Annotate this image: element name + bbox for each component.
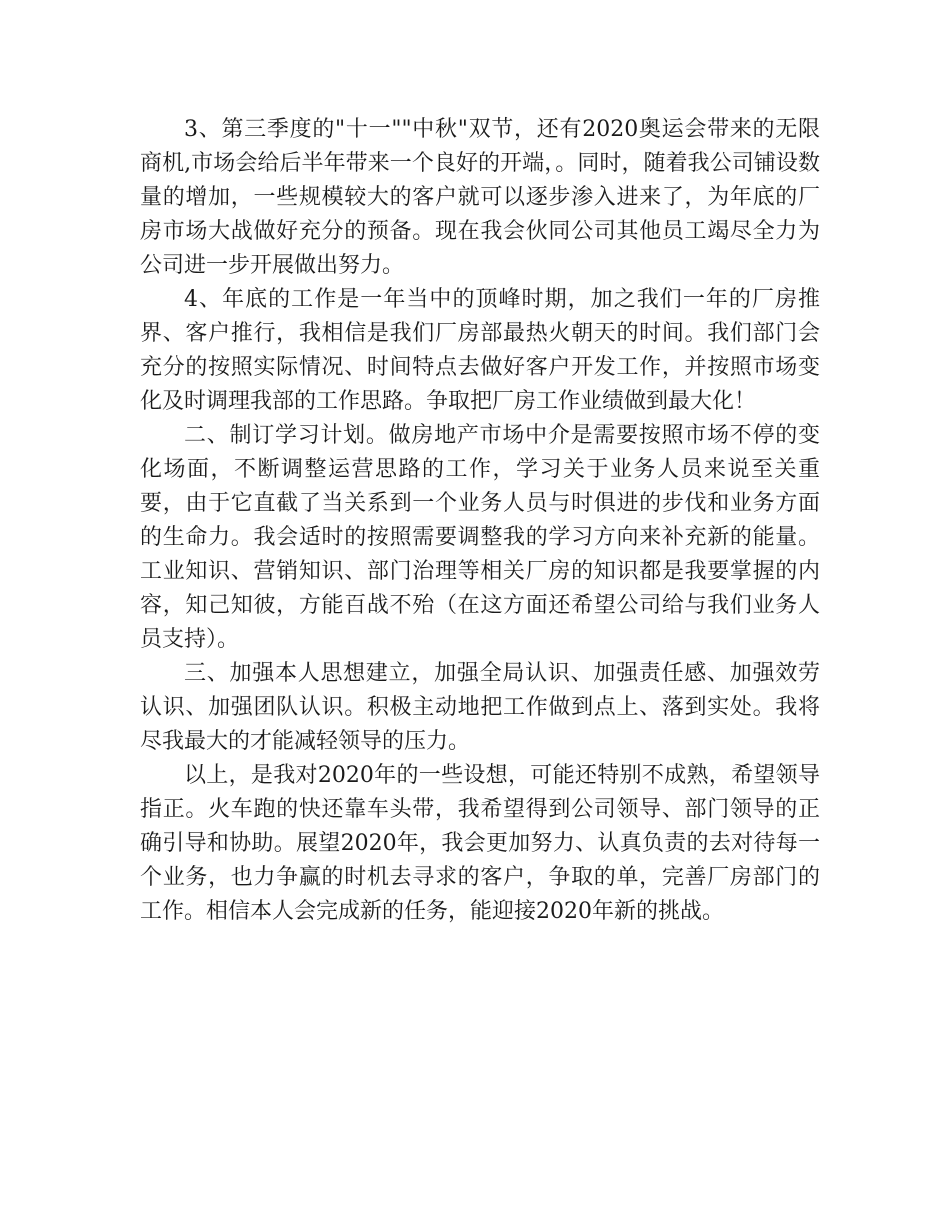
paragraph-q3-outlook: 3、第三季度的"十一""中秋"双节，还有2020奥运会带来的无限商机,市场会给后半年带来一个良好的开端，。同时，随着我公司铺设数量的增加，一些规模较大的客户就可以逐步渗入进来了，为年底的厂房市场大战做好充分的预备。现在我会伙同公司其他员工竭尽全力为公司进一步开展做出努力。 (140, 117, 820, 278)
paragraph-conclusion: 以上，是我对2020年的一些设想，可能还特别不成熟，希望领导指正。火车跑的快还靠车头带，我希望得到公司领导、部门领导的正确引导和协助。展望2020年，我会更加努力、认真负责的去对待每一个业务，也力争赢的时机去寻求的客户，争取的单，完善厂房部门的工作。相信本人会完成新的任务，能迎接2020年新的挑战。 (140, 763, 820, 924)
paragraph-study-plan: 二、制订学习计划。做房地产市场中介是需要按照市场不停的变化场面，不断调整运营思路的工作，学习关于业务人员来说至关重要，由于它直截了当关系到一个业务人员与时俱进的步伐和业务方面的生命力。我会适时的按照需要调整我的学习方向来补充新的能量。工业知识、营销知识、部门治理等相关厂房的知识都是我要掌握的内容，知己知彼，方能百战不殆（在这方面还希望公司给与我们业务人员支持）。 (140, 423, 820, 652)
paragraph-year-end-work: 4、年底的工作是一年当中的顶峰时期，加之我们一年的厂房推界、客户推行，我相信是我们厂房部最热火朝天的时间。我们部门会充分的按照实际情况、时间特点去做好客户开发工作，并按照市场变化及时调理我部的工作思路。争取把厂房工作业绩做到最大化！ (140, 287, 820, 414)
paragraph-mindset: 三、加强本人思想建立，加强全局认识、加强责任感、加强效劳认识、加强团队认识。积极主动地把工作做到点上、落到实处。我将尽我最大的才能减轻领导的压力。 (140, 661, 820, 754)
document-body (140, 113, 820, 929)
